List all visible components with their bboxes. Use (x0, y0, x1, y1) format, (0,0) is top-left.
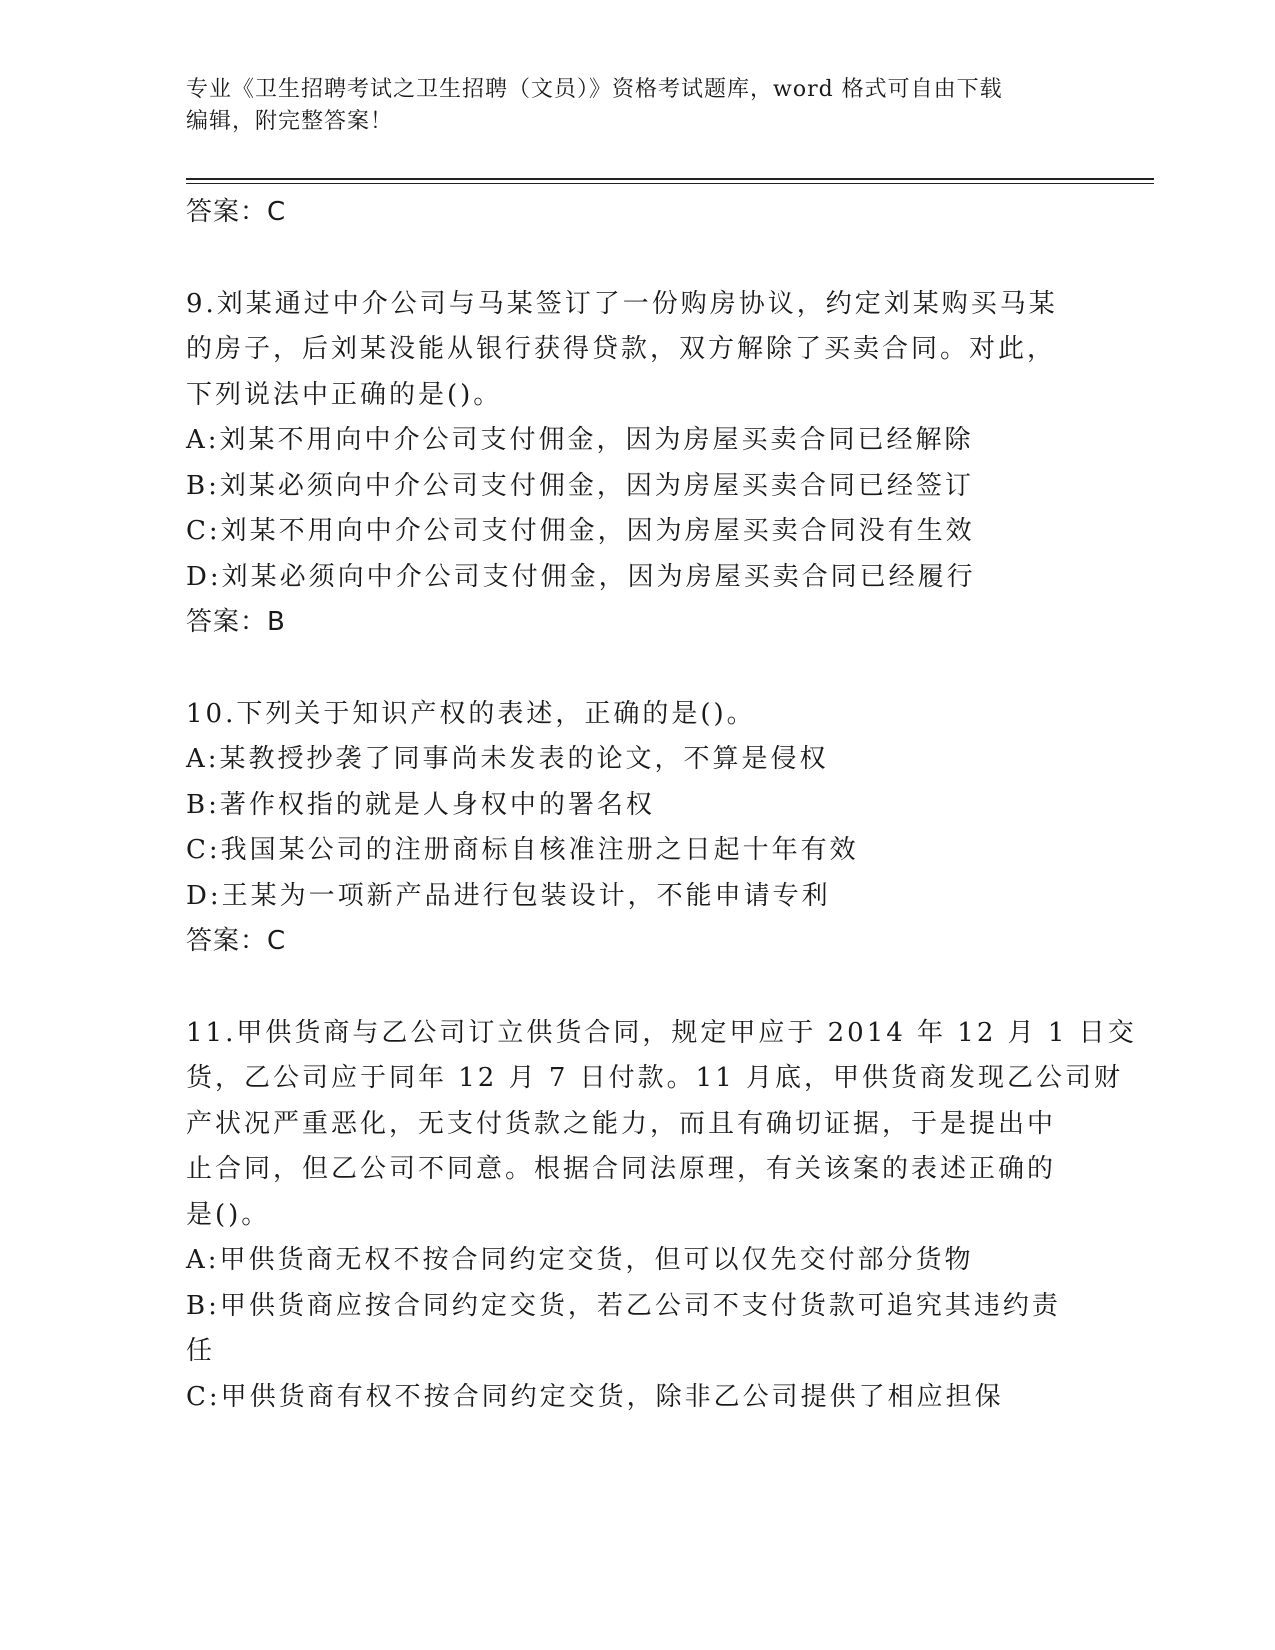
option-a: A:某教授抄袭了同事尚未发表的论文，不算是侵权 (186, 744, 829, 774)
question-text-line: 10.下列关于知识产权的表述，正确的是()。 (186, 698, 756, 729)
option-a: A:刘某不用向中介公司支付佣金，因为房屋买卖合同已经解除 (186, 425, 974, 455)
question-10 (186, 692, 1086, 965)
question-text-line: 产状况严重恶化，无支付货款之能力，而且有确切证据，于是提出中 (186, 1108, 1057, 1139)
answer-line: 答案：C (186, 197, 287, 227)
answer-line: 答案：C (186, 926, 287, 956)
question-text-line: 下列说法中正确的是()。 (186, 379, 503, 410)
question-text-line: 是()。 (186, 1199, 271, 1230)
option-b: B:著作权指的就是人身权中的署名权 (186, 789, 655, 820)
option-c: C:我国某公司的注册商标自核准注册之日起十年有效 (186, 835, 859, 865)
option-b: B:甲供货商应按合同约定交货，若乙公司不支付货款可追究其违约责 (186, 1290, 1061, 1321)
header-line-1: 专业《卫生招聘考试之卫生招聘（文员）》资格考试题库，word 格式可自由下载 (186, 77, 1003, 102)
spacer (186, 236, 1086, 282)
header-line-2: 编辑，附完整答案！ (186, 109, 394, 134)
question-text-line: 11.甲供货商与乙公司订立供货合同，规定甲应于 2014 年 12 月 1 日交 (186, 1017, 1137, 1048)
spacer (186, 646, 1086, 692)
question-11 (186, 1011, 1137, 1421)
question-text-line: 9.刘某通过中介公司与马某签订了一份购房协议，约定刘某购买马某 (186, 288, 1058, 319)
question-text-line: 止合同，但乙公司不同意。根据合同法原理，有关该案的表述正确的 (186, 1154, 1057, 1184)
option-b-continued: 任 (186, 1336, 216, 1366)
option-a: A:甲供货商无权不按合同约定交货，但可以仅先交付部分货物 (186, 1245, 974, 1275)
option-c: C:刘某不用向中介公司支付佣金，因为房屋买卖合同没有生效 (186, 516, 975, 546)
document-header (186, 74, 1086, 138)
document-body (186, 190, 1137, 1420)
question-text-line: 的房子，后刘某没能从银行获得贷款，双方解除了买卖合同。对此， (186, 334, 1057, 364)
option-b: B:刘某必须向中介公司支付佣金，因为房屋买卖合同已经签订 (186, 470, 974, 501)
spacer (186, 965, 1086, 1011)
option-d: D:刘某必须向中介公司支付佣金，因为房屋买卖合同已经履行 (186, 561, 976, 592)
answer-line: 答案：B (186, 607, 286, 637)
question-text-line: 货，乙公司应于同年 12 月 7 日付款。11 月底，甲供货商发现乙公司财 (186, 1063, 1124, 1093)
header-divider (186, 178, 1154, 184)
question-9 (186, 282, 1086, 646)
option-d: D:王某为一项新产品进行包装设计，不能申请专利 (186, 880, 831, 911)
option-c: C:甲供货商有权不按合同约定交货，除非乙公司提供了相应担保 (186, 1381, 1004, 1412)
